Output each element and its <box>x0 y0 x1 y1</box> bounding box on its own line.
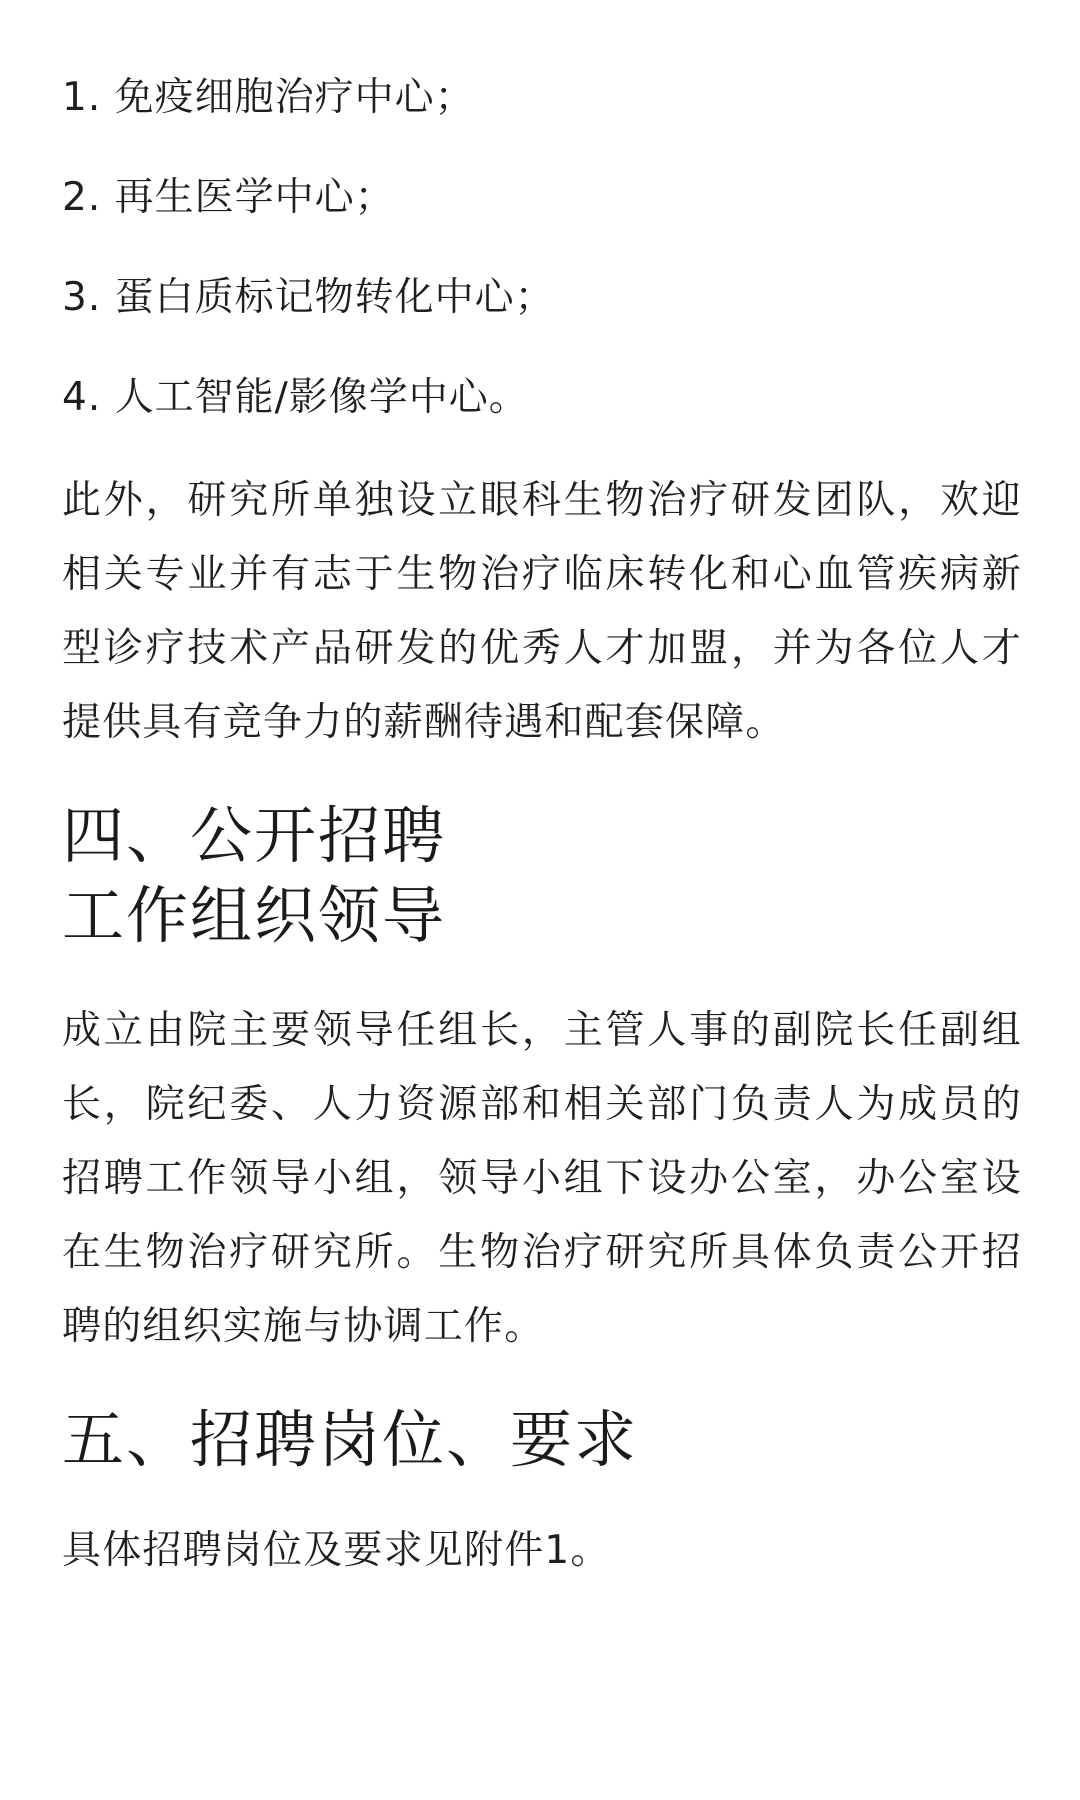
section-4-heading-line1: 四、公开招聘 <box>62 799 447 872</box>
list-item: 3. 蛋白质标记物转化中心； <box>62 275 555 320</box>
center-list <box>62 70 1022 426</box>
section-4-body: 成立由院主要领导任组长，主管人事的副院长任副组长，院纪委、人力资源部和相关部门负责人为成员的招聘工作领导小组，领导小组下设办公室，办公室设在生物治疗研究所。生物治疗研究所具体负责公开招聘的组织实施与协调工作。 <box>62 1008 1022 1349</box>
list-item: 2. 再生医学中心； <box>62 175 395 220</box>
section-4-heading <box>62 796 1022 956</box>
section-5-body: 具体招聘岗位及要求见附件1。 <box>62 1528 611 1573</box>
section-5-heading: 五、招聘岗位、要求 <box>62 1403 639 1476</box>
article-content <box>62 70 1022 1588</box>
list-item: 4. 人工智能/影像学中心。 <box>62 375 529 420</box>
section-4-heading-line2: 工作组织领导 <box>62 879 447 952</box>
paragraph-eye-team: 此外，研究所单独设立眼科生物治疗研发团队，欢迎相关专业并有志于生物治疗临床转化和心血管疾病新型诊疗技术产品研发的优秀人才加盟，并为各位人才提供具有竞争力的薪酬待遇和配套保障。 <box>62 478 1022 745</box>
list-item: 1. 免疫细胞治疗中心； <box>62 75 475 120</box>
